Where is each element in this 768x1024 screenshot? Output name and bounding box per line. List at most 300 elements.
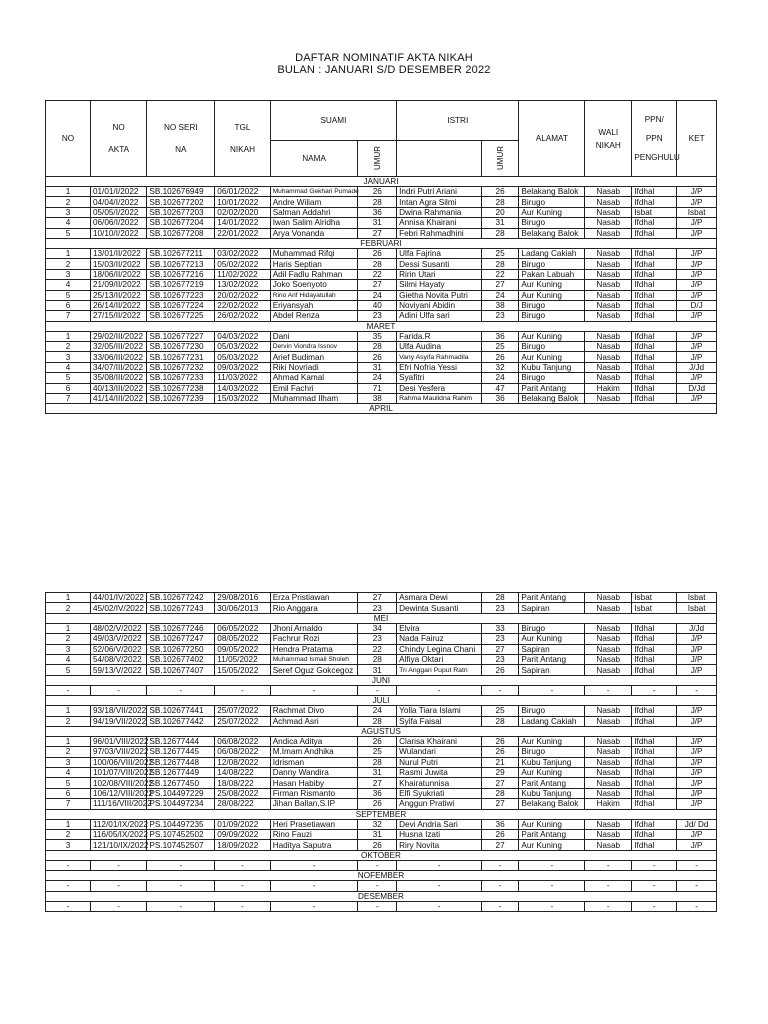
row-wali: Nasab [585, 830, 632, 840]
empty-cell: - [358, 901, 397, 911]
month-row [46, 177, 717, 187]
row-suami-umur: 28 [358, 757, 397, 767]
row-tgl-nikah: 12/08/2022 [215, 757, 270, 767]
row-ppn: Ifdhal [632, 280, 677, 290]
row-no-akta: 32/05/III/2022 [90, 342, 146, 352]
row-no: 7 [46, 311, 91, 321]
row-suami-nama: Hendra Pratama [270, 644, 358, 654]
month-label: JUNI [46, 675, 717, 685]
row-istri-nama: Adini Ulfa sari [397, 311, 482, 321]
row-istri-nama: Indri Putri Ariani [397, 187, 482, 197]
row-suami-umur: 24 [358, 290, 397, 300]
month-label: JULI [46, 696, 717, 706]
row-suami-umur: 26 [358, 352, 397, 362]
row-suami-umur: 22 [358, 644, 397, 654]
row-ket: Isbat [677, 207, 717, 217]
row-tgl-nikah: 04/03/2022 [215, 331, 270, 341]
row-ppn: Ifdhal [632, 736, 677, 746]
row-istri-umur: 28 [481, 593, 519, 603]
row-alamat: Birugo [519, 311, 585, 321]
row-wali: Nasab [585, 593, 632, 603]
row-wali: Nasab [585, 706, 632, 716]
row-suami-nama: Ahmad Kamal [270, 373, 358, 383]
row-tgl-nikah: 18/09/2022 [215, 840, 270, 850]
row-no-seri: SB.102677441 [147, 706, 215, 716]
row-no: 2 [46, 342, 91, 352]
row-alamat: Parit Antang [519, 778, 585, 788]
col-header-suami-nama: NAMA [270, 141, 358, 177]
row-no-akta: 21/09/II/2022 [90, 280, 146, 290]
row-no-seri: SB.102677204 [147, 218, 215, 228]
row-no-seri: SB.102677246 [147, 623, 215, 633]
row-ket: J/P [677, 644, 717, 654]
col-header-istri-umur: UMUR [481, 141, 519, 177]
table-row [46, 352, 717, 362]
row-no-akta: 101/07/VIII/2022 [90, 768, 146, 778]
row-no-akta: 48/02/V/2022 [90, 623, 146, 633]
row-no-seri: SB.12677448 [147, 757, 215, 767]
row-tgl-nikah: 18/08/222 [215, 778, 270, 788]
row-no: 1 [46, 248, 91, 258]
col-header-ppn: PPN/ PPN PENGHULU [632, 101, 677, 177]
month-label: MARET [46, 321, 717, 331]
row-wali: Nasab [585, 207, 632, 217]
row-ket: J/P [677, 778, 717, 788]
row-istri-nama: Alfiya Oktari [397, 654, 482, 664]
row-tgl-nikah: 30/06/2013 [215, 603, 270, 613]
row-no-seri: SB.102677239 [147, 394, 215, 404]
row-no-akta: 26/14/II/2022 [90, 300, 146, 310]
row-ket: J/P [677, 290, 717, 300]
document-subtitle: BULAN : JANUARI S/D DESEMBER 2022 [277, 64, 491, 76]
row-no: 6 [46, 383, 91, 393]
empty-cell: - [46, 901, 91, 911]
row-no-seri: SB.102677243 [147, 603, 215, 613]
table-row [46, 248, 717, 258]
row-tgl-nikah: 11/05/2022 [215, 654, 270, 664]
month-row [46, 321, 717, 331]
table-row [46, 394, 717, 404]
row-alamat: Aur Kuning [519, 352, 585, 362]
row-alamat: Aur Kuning [519, 840, 585, 850]
row-ppn: Ifdhal [632, 654, 677, 664]
row-istri-umur: 28 [481, 228, 519, 238]
row-tgl-nikah: 14/03/2022 [215, 383, 270, 393]
row-istri-nama: Anggun Pratiwi [397, 799, 482, 809]
row-no: 1 [46, 187, 91, 197]
row-no-akta: 59/13/V/2022 [90, 665, 146, 675]
row-no-seri: SB.102677211 [147, 248, 215, 258]
row-ppn: Isbat [632, 593, 677, 603]
empty-cell: - [632, 860, 677, 870]
row-ket: J/P [677, 197, 717, 207]
row-no-akta: 15/03/II/2022 [90, 259, 146, 269]
empty-cell: - [215, 901, 270, 911]
row-tgl-nikah: 20/02/2022 [215, 290, 270, 300]
empty-row [46, 685, 717, 695]
row-no-akta: 13/01/II/2022 [90, 248, 146, 258]
empty-cell: - [270, 685, 358, 695]
empty-cell: - [677, 685, 717, 695]
row-suami-nama: Andre Wiliam [270, 197, 358, 207]
row-alamat: Aur Kuning [519, 207, 585, 217]
row-alamat: Sapiran [519, 665, 585, 675]
row-suami-umur: 24 [358, 373, 397, 383]
row-alamat: Birugo [519, 342, 585, 352]
empty-cell: - [397, 881, 482, 891]
row-wali: Nasab [585, 352, 632, 362]
row-no-seri: SB.102677230 [147, 342, 215, 352]
table-row [46, 362, 717, 372]
row-suami-nama: Rino Arif Hidayatullah [270, 290, 358, 300]
row-no-akta: 112/01/IX/2022 [90, 819, 146, 829]
table-row [46, 644, 717, 654]
row-istri-nama: Nada Fairuz [397, 634, 482, 644]
row-alamat: Birugo [519, 623, 585, 633]
empty-row [46, 901, 717, 911]
table-row [46, 383, 717, 393]
row-no: 2 [46, 603, 91, 613]
row-no-akta: 97/03/VIII/2022 [90, 747, 146, 757]
row-ket: Isbat [677, 593, 717, 603]
row-ppn: Ifdhal [632, 623, 677, 633]
row-no-akta: 18/06/II/2022 [90, 269, 146, 279]
row-istri-umur: 26 [481, 187, 519, 197]
row-ppn: Ifdhal [632, 747, 677, 757]
row-ppn: Ifdhal [632, 197, 677, 207]
row-istri-nama: Nurul Putri [397, 757, 482, 767]
row-no-akta: 05/05/I/2022 [90, 207, 146, 217]
row-istri-nama: Vany Asyifa Rahmadila [397, 352, 482, 362]
row-alamat: Aur Kuning [519, 768, 585, 778]
row-istri-nama: Syifa Faisal [397, 716, 482, 726]
row-no-seri: SB.12677444 [147, 736, 215, 746]
row-suami-nama: Fachrur Rozi [270, 634, 358, 644]
row-ppn: Ifdhal [632, 716, 677, 726]
empty-row [46, 860, 717, 870]
row-suami-nama: Haris Septian [270, 259, 358, 269]
row-ket: J/P [677, 342, 717, 352]
month-row [46, 871, 717, 881]
row-no-akta: 94/19/VII/2022 [90, 716, 146, 726]
table-row [46, 768, 717, 778]
row-alamat: Birugo [519, 706, 585, 716]
row-istri-umur: 36 [481, 331, 519, 341]
row-tgl-nikah: 11/03/2022 [215, 373, 270, 383]
row-wali: Nasab [585, 736, 632, 746]
row-ket: J/P [677, 331, 717, 341]
col-header-wali-nikah: WALI NIKAH [585, 101, 632, 177]
row-wali: Nasab [585, 778, 632, 788]
row-suami-umur: 27 [358, 228, 397, 238]
row-ppn: Ifdhal [632, 300, 677, 310]
row-no-seri: SB.102676949 [147, 187, 215, 197]
table-row [46, 830, 717, 840]
row-alamat: Birugo [519, 747, 585, 757]
row-no-seri: SB.102677250 [147, 644, 215, 654]
row-no-akta: 54/08/V/2022 [90, 654, 146, 664]
row-istri-nama: Clarisa Khairani [397, 736, 482, 746]
table-row [46, 342, 717, 352]
row-suami-nama: Erza Pristiawan [270, 593, 358, 603]
row-ppn: Ifdhal [632, 218, 677, 228]
row-no: 1 [46, 623, 91, 633]
row-istri-umur: 26 [481, 352, 519, 362]
row-wali: Nasab [585, 665, 632, 675]
row-istri-nama: Dessi Susanti [397, 259, 482, 269]
row-suami-umur: 35 [358, 331, 397, 341]
row-ppn: Ifdhal [632, 394, 677, 404]
col-header-istri-nama [397, 141, 482, 177]
row-no-seri: SB.102677224 [147, 300, 215, 310]
empty-cell: - [677, 901, 717, 911]
row-suami-nama: M.Imam Andhika [270, 747, 358, 757]
row-no: 7 [46, 799, 91, 809]
row-ket: J/P [677, 280, 717, 290]
register-table-page-2 [45, 592, 717, 912]
row-ket: J/P [677, 706, 717, 716]
row-no-akta: 06/06/I/2022 [90, 218, 146, 228]
table-row [46, 757, 717, 767]
row-alamat: Birugo [519, 373, 585, 383]
row-alamat: Kubu Tanjung [519, 757, 585, 767]
row-suami-umur: 27 [358, 280, 397, 290]
row-istri-nama: Desi Yesfera [397, 383, 482, 393]
table-row [46, 187, 717, 197]
row-no-seri: SB.102677219 [147, 280, 215, 290]
row-wali: Nasab [585, 747, 632, 757]
row-suami-nama: Adil Fadlu Rahman [270, 269, 358, 279]
row-wali: Nasab [585, 716, 632, 726]
row-ppn: Ifdhal [632, 706, 677, 716]
row-tgl-nikah: 11/02/2022 [215, 269, 270, 279]
row-ket: J/P [677, 394, 717, 404]
row-istri-umur: 27 [481, 778, 519, 788]
row-no-akta: 35/08/III/2022 [90, 373, 146, 383]
month-label: MEI [46, 613, 717, 623]
row-istri-nama: Chindy Legina Chani [397, 644, 482, 654]
row-ket: J/P [677, 373, 717, 383]
empty-cell: - [358, 881, 397, 891]
empty-cell: - [397, 901, 482, 911]
row-suami-umur: 31 [358, 362, 397, 372]
row-wali: Nasab [585, 331, 632, 341]
row-ket: J/P [677, 187, 717, 197]
row-suami-umur: 28 [358, 342, 397, 352]
row-no: 1 [46, 331, 91, 341]
row-suami-nama: Arief Budiman [270, 352, 358, 362]
table-row [46, 218, 717, 228]
row-no-seri: SB.102677223 [147, 290, 215, 300]
row-istri-umur: 28 [481, 259, 519, 269]
row-ppn: Isbat [632, 207, 677, 217]
row-suami-nama: Salman Addahri [270, 207, 358, 217]
empty-cell: - [147, 901, 215, 911]
row-tgl-nikah: 09/09/2022 [215, 830, 270, 840]
row-no: 5 [46, 290, 91, 300]
row-no-akta: 96/01/VIII/2022 [90, 736, 146, 746]
empty-cell: - [585, 901, 632, 911]
table-row [46, 706, 717, 716]
col-header-no-akta: NO AKTA [90, 101, 146, 177]
document-title: DAFTAR NOMINATIF AKTA NIKAH [295, 52, 473, 64]
row-no-akta: 27/15/II/2022 [90, 311, 146, 321]
empty-cell: - [46, 860, 91, 870]
col-header-no-seri: NO SERI NA [147, 101, 215, 177]
row-no: 2 [46, 830, 91, 840]
row-no-akta: 29/02/III/2022 [90, 331, 146, 341]
row-no-akta: 33/06/III/2022 [90, 352, 146, 362]
row-ket: J/P [677, 259, 717, 269]
row-tgl-nikah: 14/08/222 [215, 768, 270, 778]
row-ppn: Ifdhal [632, 342, 677, 352]
row-alamat: Aur Kuning [519, 280, 585, 290]
row-wali: Nasab [585, 342, 632, 352]
row-istri-umur: 23 [481, 634, 519, 644]
row-ppn: Ifdhal [632, 634, 677, 644]
row-tgl-nikah: 15/05/2022 [215, 665, 270, 675]
row-istri-nama: Tri Anggari Puput Ratri [397, 665, 482, 675]
row-istri-umur: 36 [481, 394, 519, 404]
row-alamat: Belakang Balok [519, 187, 585, 197]
row-suami-nama: Muhammad Ismail Sholeh [270, 654, 358, 664]
table-row [46, 331, 717, 341]
row-tgl-nikah: 06/05/2022 [215, 623, 270, 633]
empty-cell: - [358, 685, 397, 695]
empty-cell: - [632, 685, 677, 695]
row-istri-nama: Devi Andria Sari [397, 819, 482, 829]
row-wali: Nasab [585, 290, 632, 300]
row-wali: Nasab [585, 840, 632, 850]
row-suami-umur: 34 [358, 623, 397, 633]
row-ket: J/P [677, 788, 717, 798]
row-suami-nama: Dervin Viondra Issnov [270, 342, 358, 352]
row-no: 5 [46, 228, 91, 238]
row-no: 4 [46, 218, 91, 228]
row-istri-umur: 26 [481, 665, 519, 675]
row-ket: J/P [677, 830, 717, 840]
row-suami-nama: Eriyansyah [270, 300, 358, 310]
row-no-seri: PS.107452502 [147, 830, 215, 840]
row-ppn: Ifdhal [632, 290, 677, 300]
row-no-seri: SB.102677208 [147, 228, 215, 238]
empty-cell: - [90, 881, 146, 891]
row-tgl-nikah: 28/08/222 [215, 799, 270, 809]
row-alamat: Belakang Balok [519, 799, 585, 809]
empty-row [46, 881, 717, 891]
row-alamat: Birugo [519, 218, 585, 228]
table-row [46, 311, 717, 321]
row-no: 1 [46, 819, 91, 829]
empty-cell: - [632, 901, 677, 911]
row-suami-nama: Jihan Ballan,S.IP [270, 799, 358, 809]
row-no: 4 [46, 654, 91, 664]
empty-cell: - [481, 685, 519, 695]
row-tgl-nikah: 22/01/2022 [215, 228, 270, 238]
row-no-seri: PS.107452507 [147, 840, 215, 850]
row-istri-nama: Febri Rahmadhini [397, 228, 482, 238]
col-header-no: NO [46, 101, 91, 177]
row-ppn: Ifdhal [632, 799, 677, 809]
row-istri-nama: Elvira [397, 623, 482, 633]
table-row [46, 290, 717, 300]
row-suami-umur: 31 [358, 665, 397, 675]
empty-cell: - [270, 860, 358, 870]
row-wali: Nasab [585, 248, 632, 258]
row-alamat: Parit Antang [519, 830, 585, 840]
row-istri-nama: Asmara Dewi [397, 593, 482, 603]
row-ppn: Ifdhal [632, 259, 677, 269]
row-no-seri: SB.102677442 [147, 716, 215, 726]
row-alamat: Belakang Balok [519, 228, 585, 238]
row-suami-umur: 27 [358, 593, 397, 603]
month-row [46, 809, 717, 819]
row-tgl-nikah: 05/03/2022 [215, 342, 270, 352]
row-no-akta: 102/08/VIII/2022 [90, 778, 146, 788]
col-header-ket: KET [677, 101, 717, 177]
row-no-akta: 49/03/V/2022 [90, 634, 146, 644]
row-tgl-nikah: 06/08/2022 [215, 747, 270, 757]
row-alamat: Sapiran [519, 644, 585, 654]
row-tgl-nikah: 10/01/2022 [215, 197, 270, 207]
row-no-akta: 52/06/V/2022 [90, 644, 146, 654]
row-ppn: Ifdhal [632, 362, 677, 372]
row-ppn: Ifdhal [632, 830, 677, 840]
row-alamat: Aur Kuning [519, 736, 585, 746]
month-label: AGUSTUS [46, 726, 717, 736]
row-alamat: Aur Kuning [519, 331, 585, 341]
row-wali: Nasab [585, 623, 632, 633]
row-istri-umur: 31 [481, 218, 519, 228]
row-istri-umur: 23 [481, 603, 519, 613]
month-label: OKTOBER [46, 850, 717, 860]
row-istri-umur: 26 [481, 830, 519, 840]
row-alamat: Birugo [519, 197, 585, 207]
row-istri-umur: 26 [481, 747, 519, 757]
table-row [46, 593, 717, 603]
row-ket: J/Jd [677, 623, 717, 633]
row-suami-umur: 38 [358, 394, 397, 404]
row-no-seri: SB.12677449 [147, 768, 215, 778]
row-ppn: Isbat [632, 603, 677, 613]
row-ket: J/P [677, 768, 717, 778]
col-header-suami: SUAMI [270, 101, 396, 141]
row-ppn: Ifdhal [632, 644, 677, 654]
row-istri-umur: 36 [481, 819, 519, 829]
empty-cell: - [519, 860, 585, 870]
row-suami-umur: 31 [358, 768, 397, 778]
row-alamat: Parit Antang [519, 654, 585, 664]
row-no-akta: 41/14/III/2022 [90, 394, 146, 404]
row-istri-umur: 21 [481, 757, 519, 767]
row-wali: Nasab [585, 819, 632, 829]
col-header-tgl-nikah: TGL NIKAH [215, 101, 270, 177]
row-suami-nama: Idrisman [270, 757, 358, 767]
row-tgl-nikah: 13/02/2022 [215, 280, 270, 290]
row-istri-umur: 27 [481, 799, 519, 809]
row-tgl-nikah: 09/05/2022 [215, 644, 270, 654]
table-row [46, 634, 717, 644]
row-istri-nama: Ulfa Fajrina [397, 248, 482, 258]
row-istri-nama: Dewinta Susanti [397, 603, 482, 613]
row-suami-nama: Rino Fauzi [270, 830, 358, 840]
empty-cell: - [397, 685, 482, 695]
row-istri-umur: 29 [481, 768, 519, 778]
row-suami-nama: Heri Prasetiawan [270, 819, 358, 829]
row-suami-umur: 26 [358, 248, 397, 258]
row-no-akta: 10/10/I/2022 [90, 228, 146, 238]
row-wali: Nasab [585, 603, 632, 613]
